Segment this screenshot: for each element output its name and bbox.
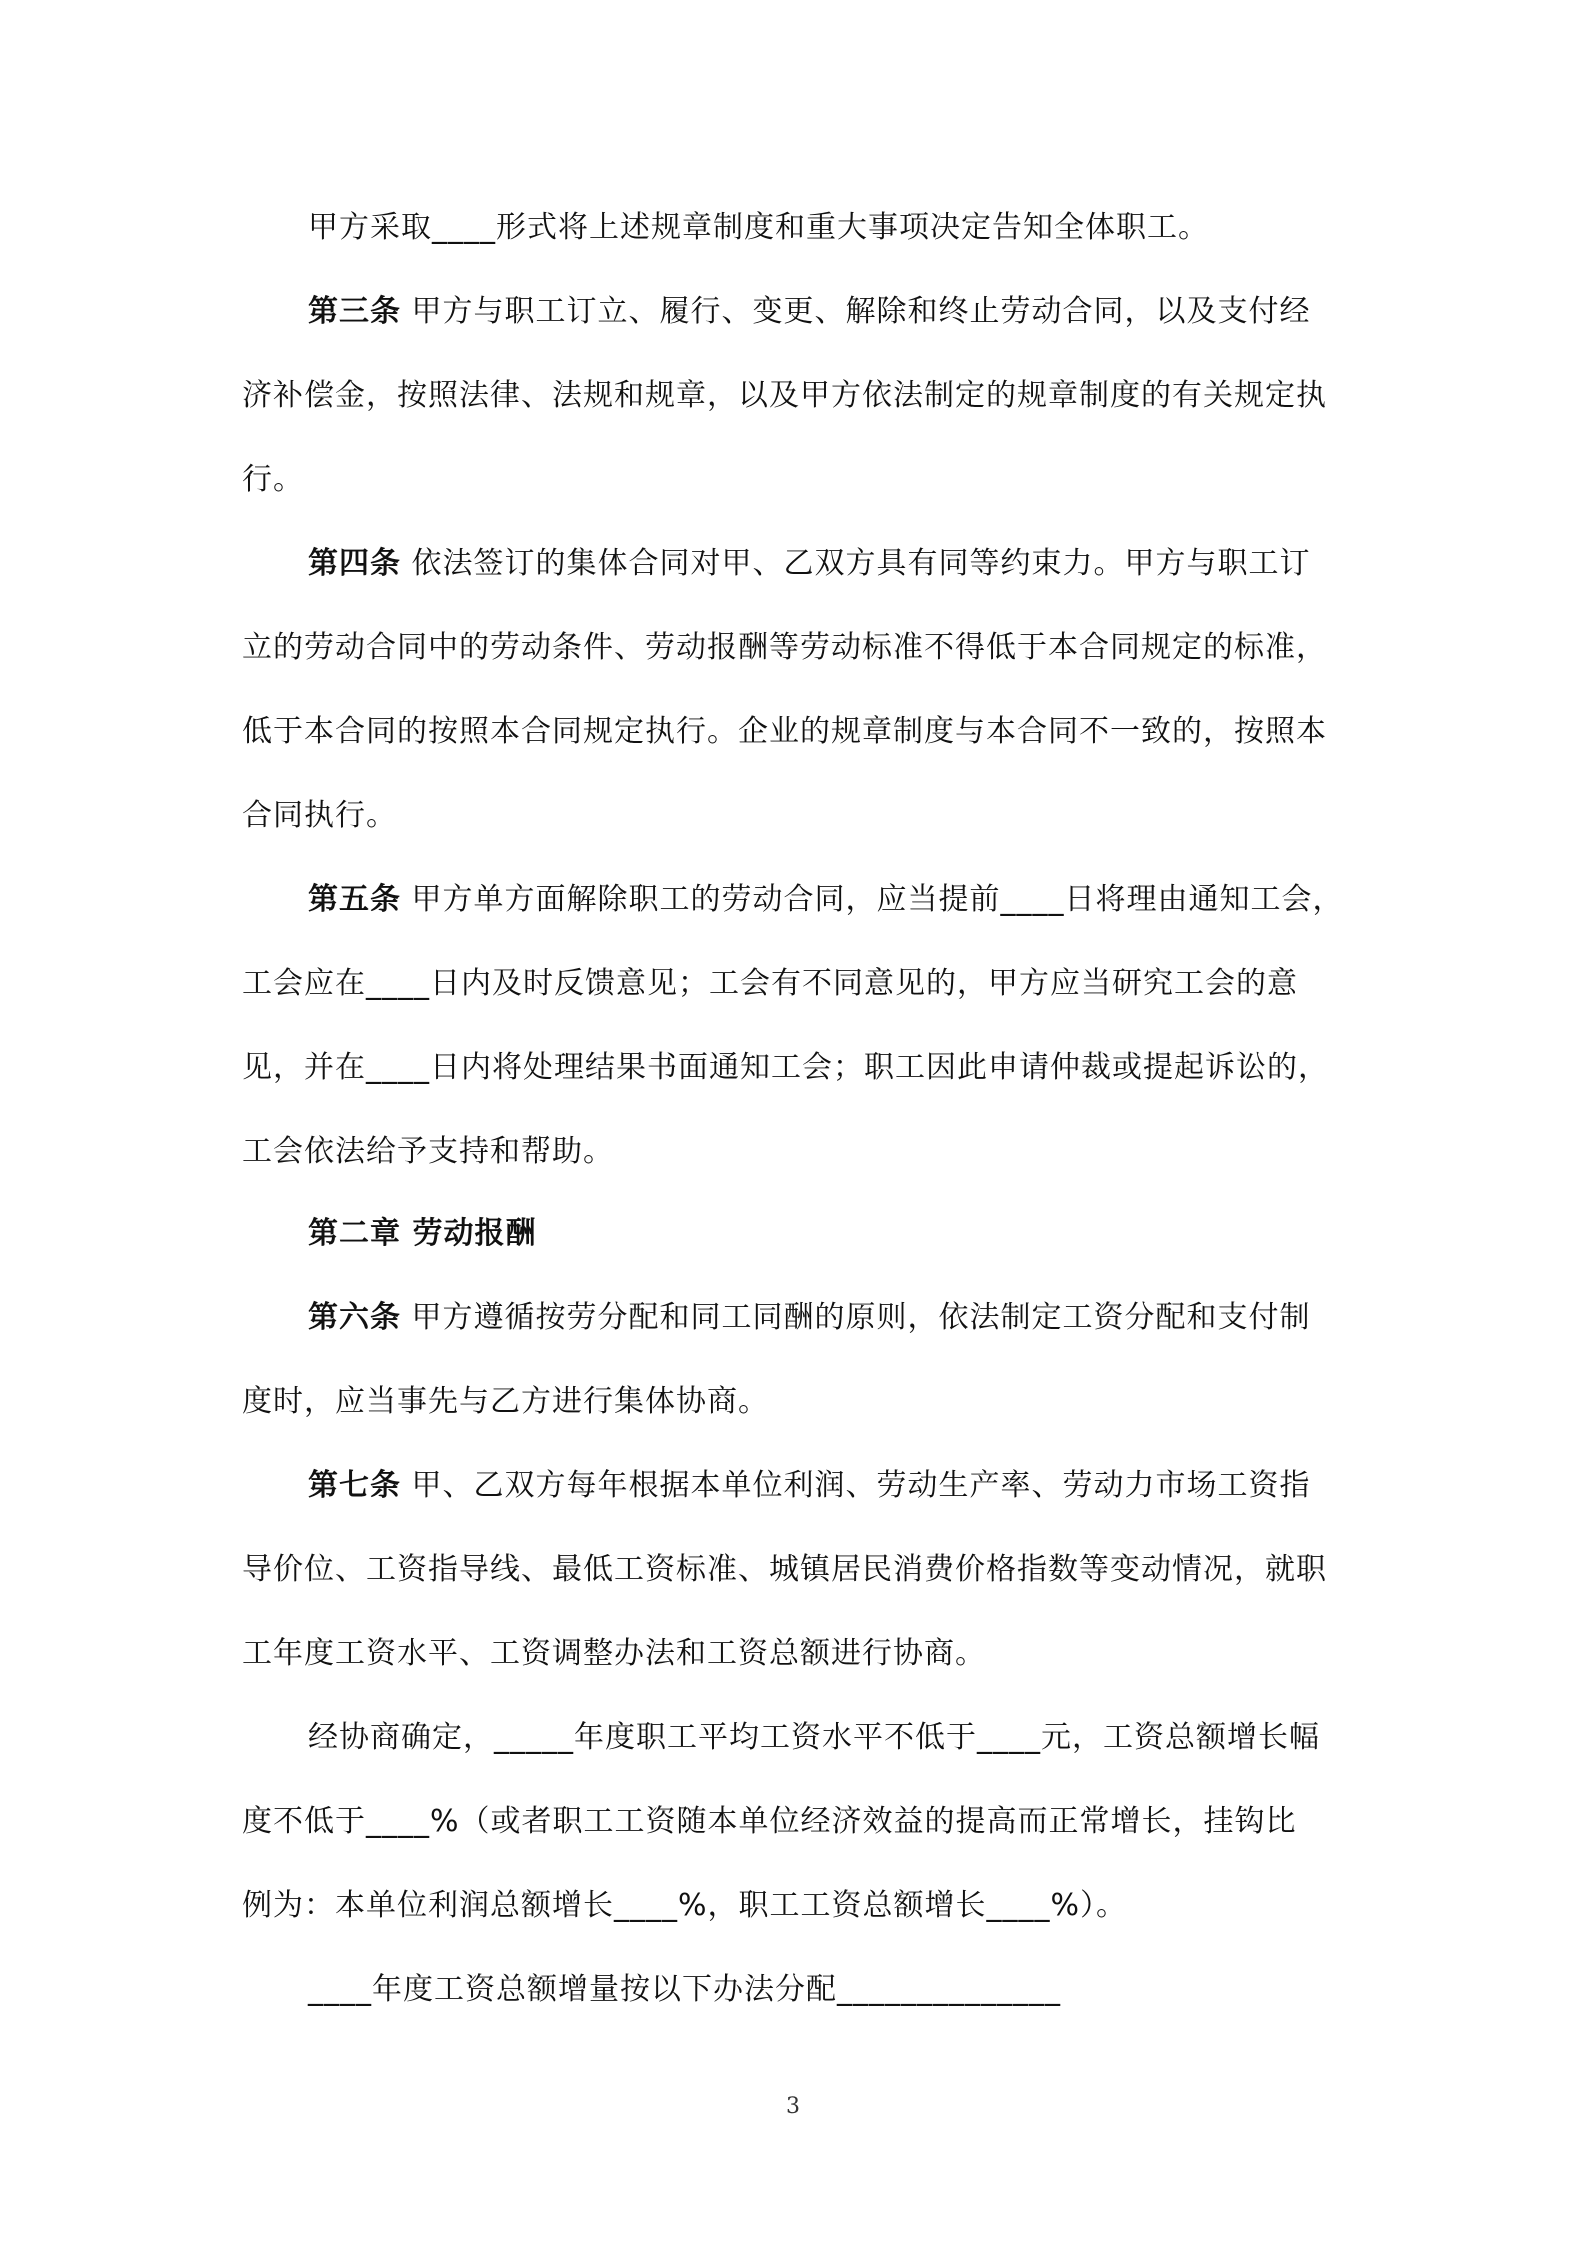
article-3-line-1 (308, 292, 1311, 332)
article-7-label: 第七条 (308, 1468, 401, 1503)
article-4-line-4: 合同执行。 (242, 798, 397, 833)
article-3-line-2: 济补偿金，按照法律、法规和规章，以及甲方依法制定的规章制度的有关规定执 (242, 378, 1327, 413)
article-5-label: 第五条 (308, 882, 401, 917)
article-4-line-1 (308, 544, 1311, 584)
article-7-line-2: 导价位、工资指导线、最低工资标准、城镇居民消费价格指数等变动情况，就职 (242, 1552, 1327, 1587)
article-4-line-2: 立的劳动合同中的劳动条件、劳动报酬等劳动标准不得低于本合同规定的标准， (242, 630, 1327, 665)
negotiation-line-3: 例为：本单位利润总额增长____%，职工工资总额增长____%）。 (242, 1888, 1128, 1923)
negotiation-line-2: 度不低于____%（或者职工工资随本单位经济效益的提高而正常增长，挂钩比 (242, 1804, 1297, 1839)
distribution-line-1: ____年度工资总额增量按以下办法分配______________ (308, 1972, 1061, 2007)
article-3-label: 第三条 (308, 294, 401, 329)
article-7-line-3: 工年度工资水平、工资调整办法和工资总额进行协商。 (242, 1636, 986, 1671)
article-5-line-4: 工会依法给予支持和帮助。 (242, 1134, 614, 1169)
article-5-line-3: 见，并在____日内将处理结果书面通知工会；职工因此申请仲裁或提起诉讼的， (242, 1050, 1329, 1085)
article-7-line-1 (308, 1466, 1311, 1506)
article-3-line-3: 行。 (242, 462, 304, 497)
article-5-line-2: 工会应在____日内及时反馈意见；工会有不同意见的，甲方应当研究工会的意 (242, 966, 1298, 1001)
article-3-text-1: 甲方与职工订立、履行、变更、解除和终止劳动合同，以及支付经 (401, 294, 1311, 329)
article-4-line-3: 低于本合同的按照本合同规定执行。企业的规章制度与本合同不一致的，按照本 (242, 714, 1327, 749)
article-4-label: 第四条 (308, 546, 401, 581)
article-4-text-1: 依法签订的集体合同对甲、乙双方具有同等约束力。甲方与职工订 (401, 546, 1311, 581)
page-number: 3 (786, 2094, 800, 2119)
article-6-text-1: 甲方遵循按劳分配和同工同酬的原则，依法制定工资分配和支付制 (401, 1300, 1311, 1335)
article-6-line-2: 度时，应当事先与乙方进行集体协商。 (242, 1384, 769, 1419)
article-6-line-1 (308, 1298, 1311, 1338)
article-7-text-1: 甲、乙双方每年根据本单位利润、劳动生产率、劳动力市场工资指 (401, 1468, 1311, 1503)
article-5-line-1 (308, 880, 1344, 920)
negotiation-line-1: 经协商确定，_____年度职工平均工资水平不低于____元，工资总额增长幅 (308, 1720, 1320, 1755)
paragraph-notice-form: 甲方采取____形式将上述规章制度和重大事项决定告知全体职工。 (308, 210, 1209, 245)
article-5-text-1: 甲方单方面解除职工的劳动合同，应当提前____日将理由通知工会， (401, 882, 1344, 917)
article-6-label: 第六条 (308, 1300, 401, 1335)
chapter-2-heading: 第二章 劳动报酬 (308, 1216, 537, 1251)
